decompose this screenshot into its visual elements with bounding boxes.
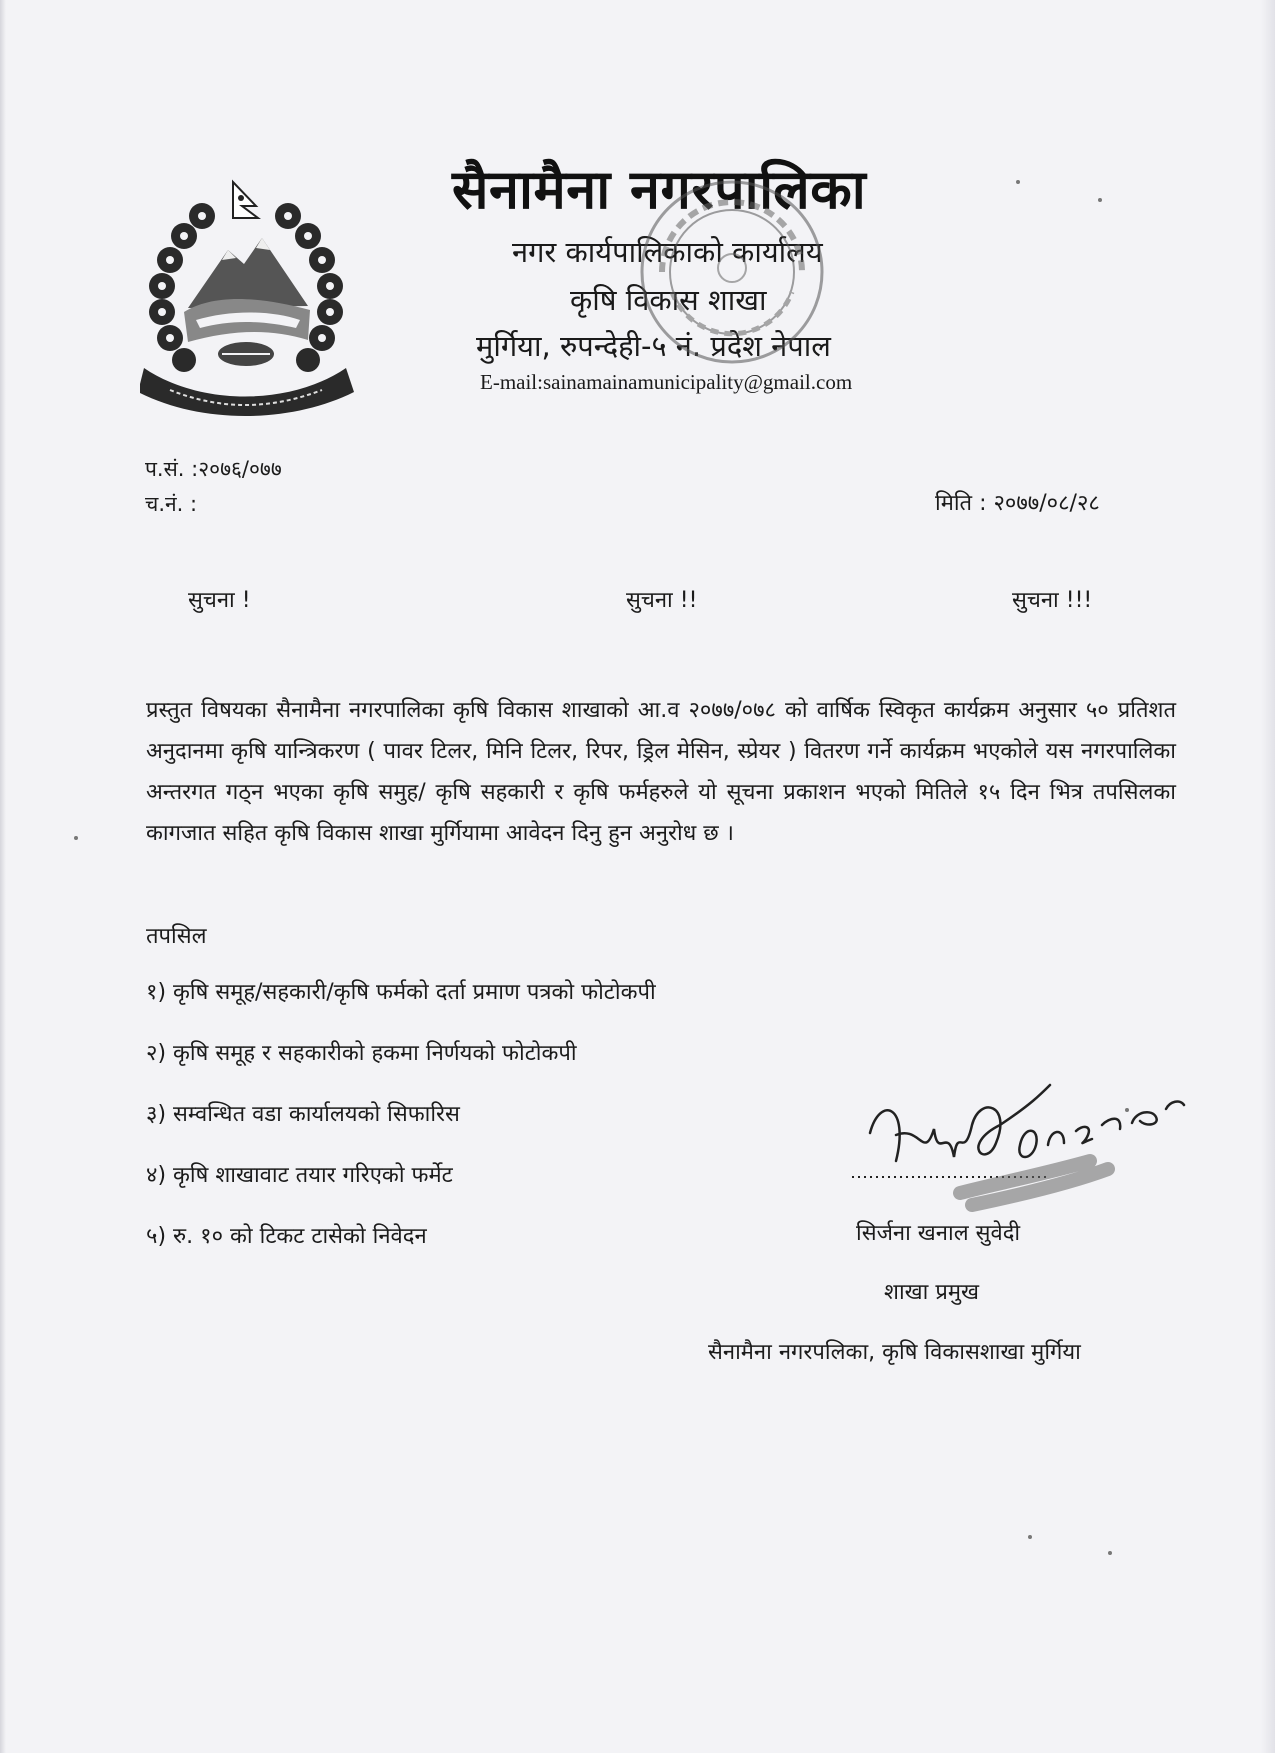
notice-body: प्रस्तुत विषयका सैनामैना नगरपालिका कृषि विकास शाखाको आ.व २०७७/०७८ को वार्षिक स्विकृत कार्यक्रम अनुसार ५० प्रतिशत अनुदानमा कृषि यान्त्रिकरण ( पावर टिलर, मिनि टिलर, रिपर, ड्रिल मेसिन, स्प्रेयर ) वितरण गर्ने कार्यक्रम भएकोले यस नगरपालिका अन्तरगत गठ्न भएका कृषि समुह/ कृषि सहकारी र कृषि फर्महरुले यो सूचना प्रकाशन भएको मितिले १५ दिन भित्र तपसिलका कागजात सहित कृषि विकास शाखा मुर्गियामा आवेदन दिनु हुन अनुरोध छ । [146,698,1176,846]
handwritten-signature-icon [840,1065,1200,1215]
list-item: ५) रु. १० को टिकट टासेको निवेदन [146,1224,427,1249]
scan-edge-right [1261,0,1275,1753]
signatory-designation: शाखा प्रमुख [884,1280,980,1305]
branch-name: कृषि विकास शाखा [570,283,767,317]
list-item: २) कृषि समूह र सहकारीको हकमा निर्णयको फोटोकपी [146,1041,577,1066]
notice-header: सुचना ! [188,588,251,613]
office-stamp-icon [632,172,832,372]
reference-number: प.सं. :२०७६/०७७ [145,457,282,481]
scan-speck [1098,198,1102,202]
required-documents-list [146,976,656,1281]
address: मुर्गिया, रुपन्देही-५ नं. प्रदेश नेपाल [476,329,831,363]
list-item: १) कृषि समूह/सहकारी/कृषि फर्मको दर्ता प्रमाण पत्रको फोटोकपी [146,980,656,1005]
notice-header: सुचना !! [626,588,698,613]
scan-speck [1016,180,1020,184]
email-address: E-mail:sainamainamunicipality@gmail.com [480,370,853,394]
scan-speck [74,836,78,840]
office-name: नगर कार्यपालिकाको कार्यालय [512,235,823,269]
notice-header: सुचना !!! [1012,588,1093,613]
nepal-government-emblem-icon [140,178,370,418]
scan-speck [1108,1551,1112,1555]
list-item: ४) कृषि शाखावाट तयार गरिएको फर्मेट [146,1163,453,1188]
scan-speck [1028,1535,1032,1539]
signatory-office: सैनामैना नगरपलिका, कृषि विकासशाखा मुर्गिया [708,1340,1081,1365]
dispatch-number: च.नं. : [145,492,198,516]
letter-date: मिति : २०७७/०८/२८ [935,491,1100,516]
scan-edge-left [0,0,6,1753]
details-heading: तपसिल [146,924,207,949]
scan-speck [1125,1108,1129,1112]
list-item: ३) सम्वन्धित वडा कार्यालयको सिफारिस [146,1102,460,1127]
signatory-name: सिर्जना खनाल सुवेदी [856,1221,1021,1246]
municipality-title: सैनामैना नगरपालिका [452,158,867,221]
